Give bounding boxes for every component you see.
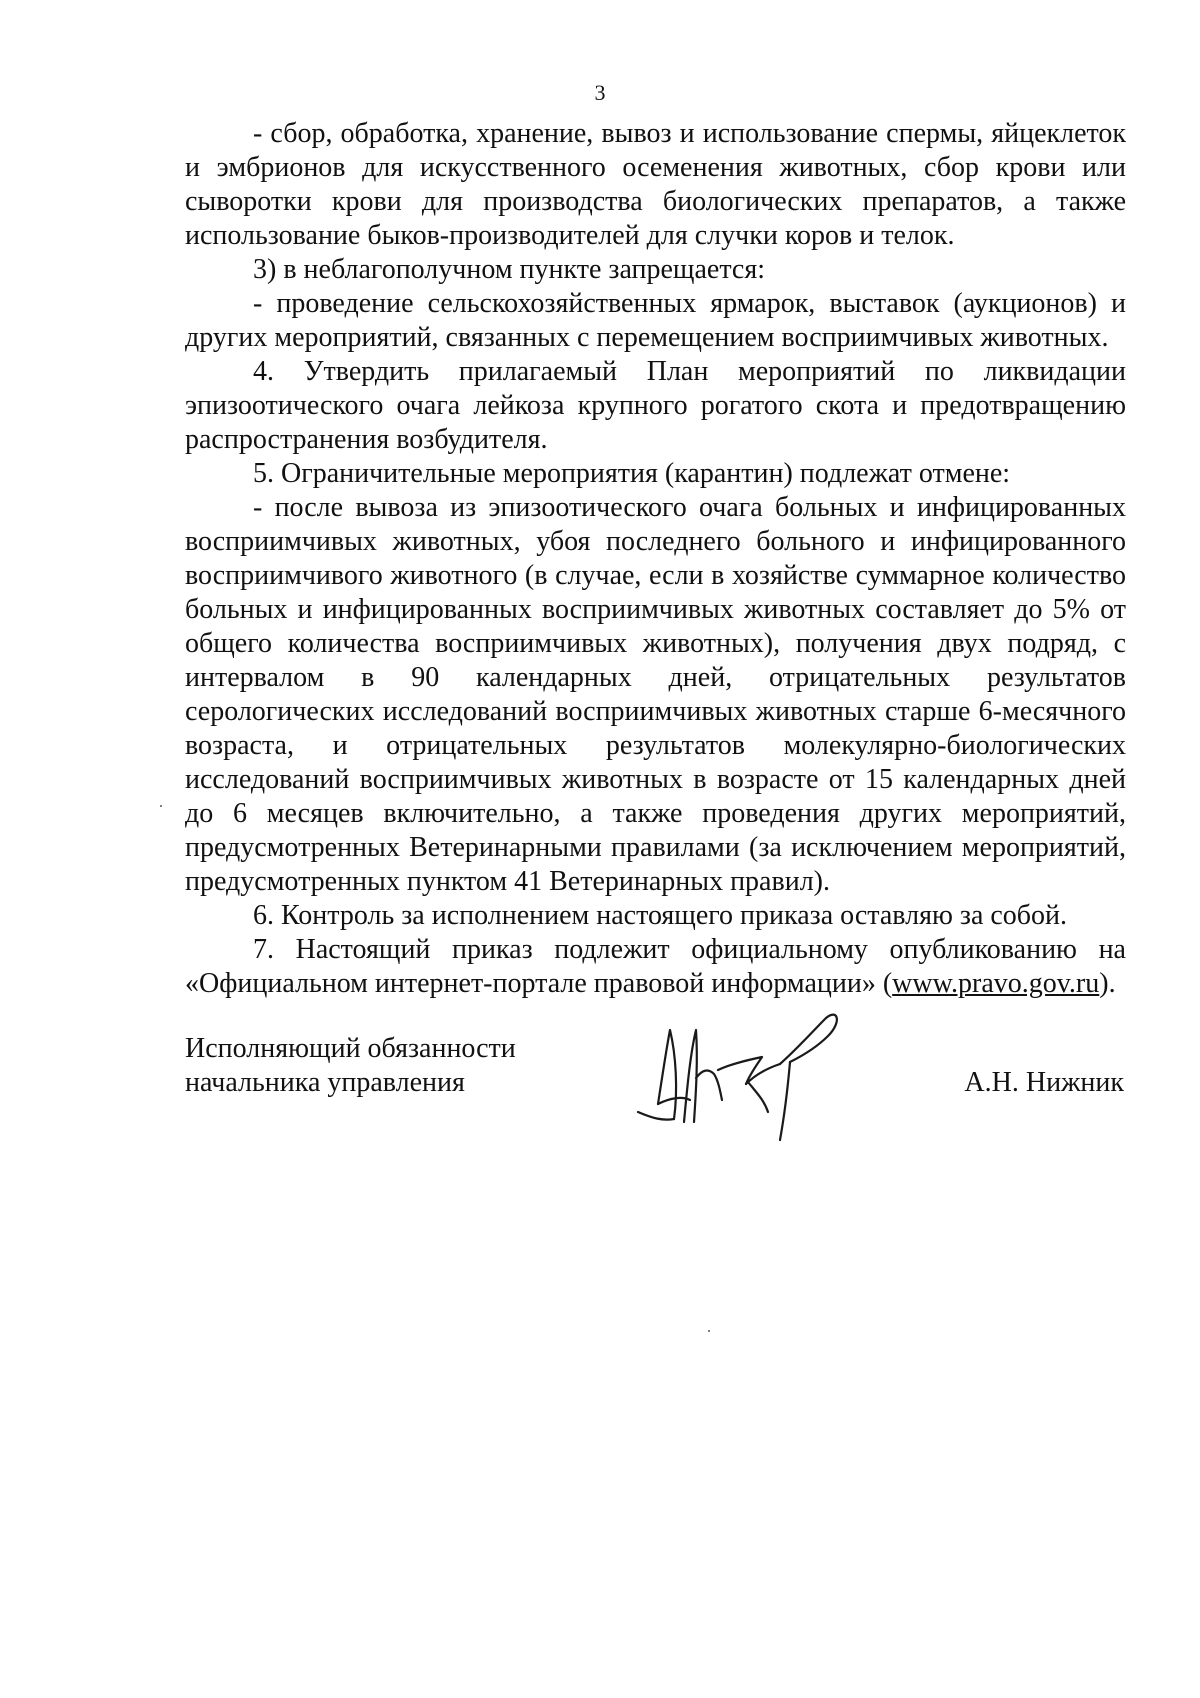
paragraph-item-4: 4. Утвердить прилагаемый План мероприятий по ликвидации эпизоотического очага лейкоза крупного рогатого скота и предотвращению распространения возбудителя. bbox=[185, 356, 1126, 455]
scan-speck bbox=[160, 805, 162, 807]
signatory-position-line-2: начальника управления bbox=[185, 1067, 465, 1098]
handwritten-signature bbox=[630, 1000, 860, 1150]
paragraph-item-6: 6. Контроль за исполнением настоящего приказа оставляю за собой. bbox=[253, 900, 1068, 931]
pravo-portal-link[interactable]: www.pravo.gov.ru bbox=[892, 968, 1100, 999]
signatory-name: А.Н. Нижник bbox=[964, 1067, 1124, 1098]
paragraph-quarantine-lift-conditions: - после вывоза из эпизоотического очага больных и инфицированных восприимчивых животных, убоя последнего больного и инфицированного восприимчивого животного (в случае, если в хозяйстве суммарное количество больных и инфицированных восприимчивых животных составляет до 5% от общего количества восприимчивых животных), получения двух подряд, с интервалом в 90 календарных дней, отрицательных результатов серологических исследований восприимчивых животных старше 6-месячного возраста, и отрицательных результатов молекулярно-биологических исследований восприимчивых животных в возрасте от 15 календарных дней до 6 месяцев включительно, а также проведения других мероприятий, предусмотренных Ветеринарными правилами (за исключением мероприятий, предусмотренных пунктом 41 Ветеринарных правил). bbox=[185, 492, 1126, 897]
signatory-position-line-1: Исполняющий обязанности bbox=[185, 1033, 516, 1064]
paragraph-item-7-tail: ). bbox=[1099, 968, 1116, 999]
paragraph-item-5: 5. Ограничительные мероприятия (карантин) подлежат отмене: bbox=[253, 458, 1011, 489]
paragraph-unfavorable-point-ban: 3) в неблагополучном пункте запрещается: bbox=[253, 254, 766, 285]
paragraph-fairs-ban: - проведение сельскохозяйственных ярмарок, выставок (аукционов) и других мероприятий, связанных с перемещением восприимчивых животных. bbox=[185, 288, 1126, 353]
paragraph-item-7-text: 7. Настоящий приказ подлежит официальному опубликованию на «Официальном интернет-портале правовой информации» ( bbox=[185, 934, 1126, 999]
document-body bbox=[185, 117, 1126, 1001]
page-number: 3 bbox=[594, 80, 606, 105]
paragraph-item-7 bbox=[185, 933, 1126, 1001]
signatory-position bbox=[185, 1032, 516, 1100]
paragraph-collection-ban: - сбор, обработка, хранение, вывоз и использование спермы, яйцеклеток и эмбрионов для искусственного осеменения животных, сбор крови или сыворотки крови для производства биологических препаратов, а также использование быков-производителей для случки коров и телок. bbox=[185, 118, 1126, 251]
scan-speck bbox=[708, 1330, 710, 1332]
